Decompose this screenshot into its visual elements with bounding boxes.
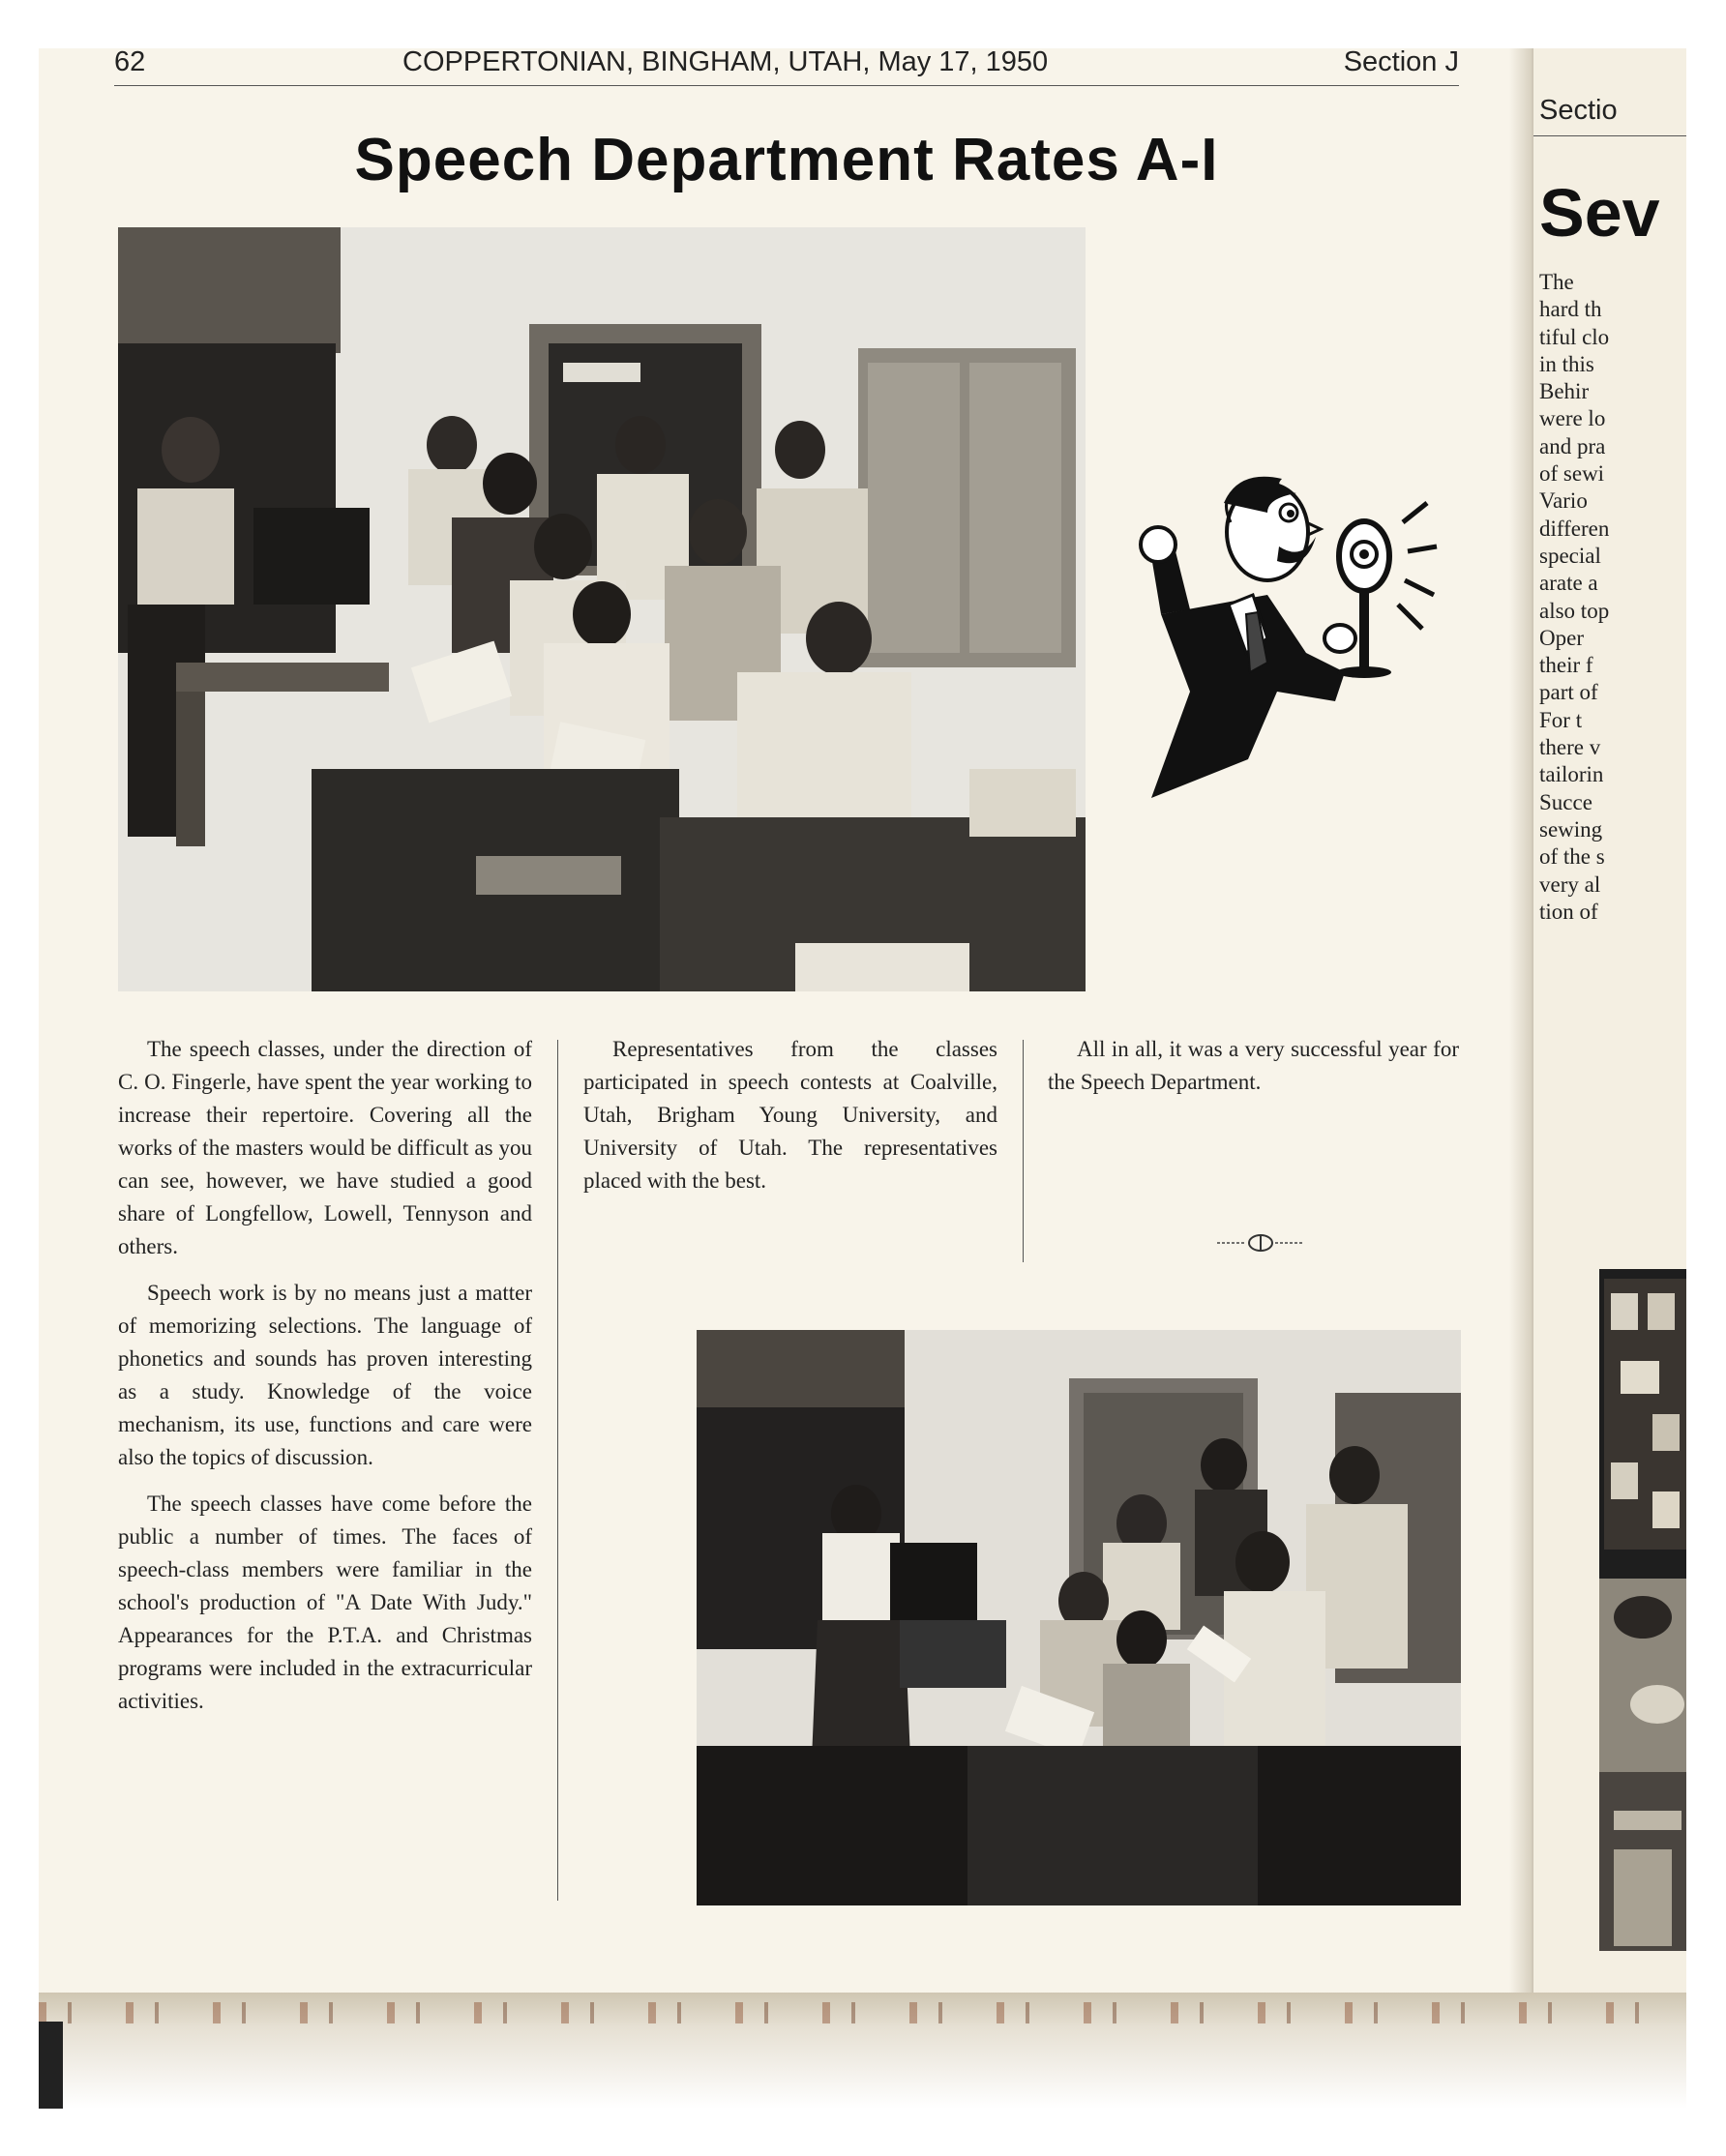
adjacent-header-rule: [1533, 135, 1686, 136]
adjacent-line: tailorin: [1539, 762, 1604, 787]
adjacent-line: Succe: [1539, 789, 1592, 814]
article-column-2: [583, 1033, 997, 1211]
article-paragraph: All in all, it was a very successful year for the Speech Department.: [1048, 1037, 1459, 1094]
adjacent-line: and pra: [1539, 433, 1606, 458]
adjacent-line: hard th: [1539, 297, 1602, 322]
adjacent-line: were lo: [1539, 406, 1606, 431]
speech-group-photo: [697, 1330, 1461, 1905]
article-paragraph: The speech classes have come before the public a number of times. The faces of speech-class members were familiar in the school's production of "A Date With Judy." Appearances for the P.T.A. and Christmas programs were included in the extracurricular activities.: [118, 1491, 532, 1713]
adjacent-page: [1533, 48, 1686, 1993]
publication-line: COPPERTONIAN, BINGHAM, UTAH, May 17, 1950: [402, 46, 1049, 77]
adjacent-line: in this: [1539, 351, 1594, 376]
speech-class-photo: [118, 227, 1086, 991]
column-divider: [557, 1040, 558, 1901]
adjacent-line: part of: [1539, 680, 1598, 705]
article-paragraph: Representatives from the classes participated in speech contests at Coalville, Utah, Brigham Young University, and University of Utah. The representatives placed with the best.: [583, 1037, 997, 1193]
ornament-divider: [1217, 1233, 1304, 1253]
adjacent-line: tion of: [1539, 899, 1598, 924]
adjacent-line: differen: [1539, 516, 1610, 541]
adjacent-line: also top: [1539, 598, 1610, 623]
adjacent-line: The: [1539, 270, 1574, 294]
adjacent-line: sewing: [1539, 816, 1603, 842]
page-header: [114, 46, 1459, 86]
adjacent-line: of sewi: [1539, 461, 1605, 487]
adjacent-line: special: [1539, 543, 1601, 568]
adjacent-page-text: [1539, 269, 1686, 926]
article-column-3: [1048, 1033, 1459, 1112]
scanner-edge: [39, 2022, 63, 2109]
page-edge-damage: [39, 2002, 1686, 2023]
adjacent-line: tiful clo: [1539, 324, 1610, 349]
cartoon-speaker-illustration: [1122, 469, 1461, 803]
adjacent-page-photo: [1599, 1269, 1686, 1951]
adjacent-line: arate a: [1539, 571, 1598, 596]
adjacent-page-header: Sectio: [1539, 95, 1618, 126]
adjacent-line: of the s: [1539, 844, 1605, 870]
article-paragraph: The speech classes, under the direction of C. O. Fingerle, have spent the year working to increase their repertoire. Covering all the works of the masters would be difficult as you can see, however, we have studied a good share of Longfellow, Lowell, Tennyson and others.: [118, 1037, 532, 1258]
article-column-1: [118, 1033, 532, 1731]
article-title: Speech Department Rates A-I: [354, 127, 1219, 193]
adjacent-line: For t: [1539, 707, 1583, 732]
adjacent-line: Oper: [1539, 625, 1584, 650]
adjacent-page-title: Sev: [1539, 175, 1660, 251]
adjacent-line: Vario: [1539, 488, 1588, 514]
adjacent-line: Behir: [1539, 379, 1590, 404]
column-divider: [1023, 1040, 1024, 1262]
section-label: Section J: [1343, 46, 1459, 77]
article-paragraph: Speech work is by no means just a matter of memorizing selections. The language of phonetics and sounds has proven interesting as a study. Knowledge of the voice mechanism, its use, functions and care were also the topics of discussion.: [118, 1281, 532, 1469]
adjacent-line: very al: [1539, 871, 1601, 897]
page-number: 62: [114, 46, 146, 77]
adjacent-line: their f: [1539, 653, 1593, 678]
adjacent-line: there v: [1539, 735, 1601, 760]
